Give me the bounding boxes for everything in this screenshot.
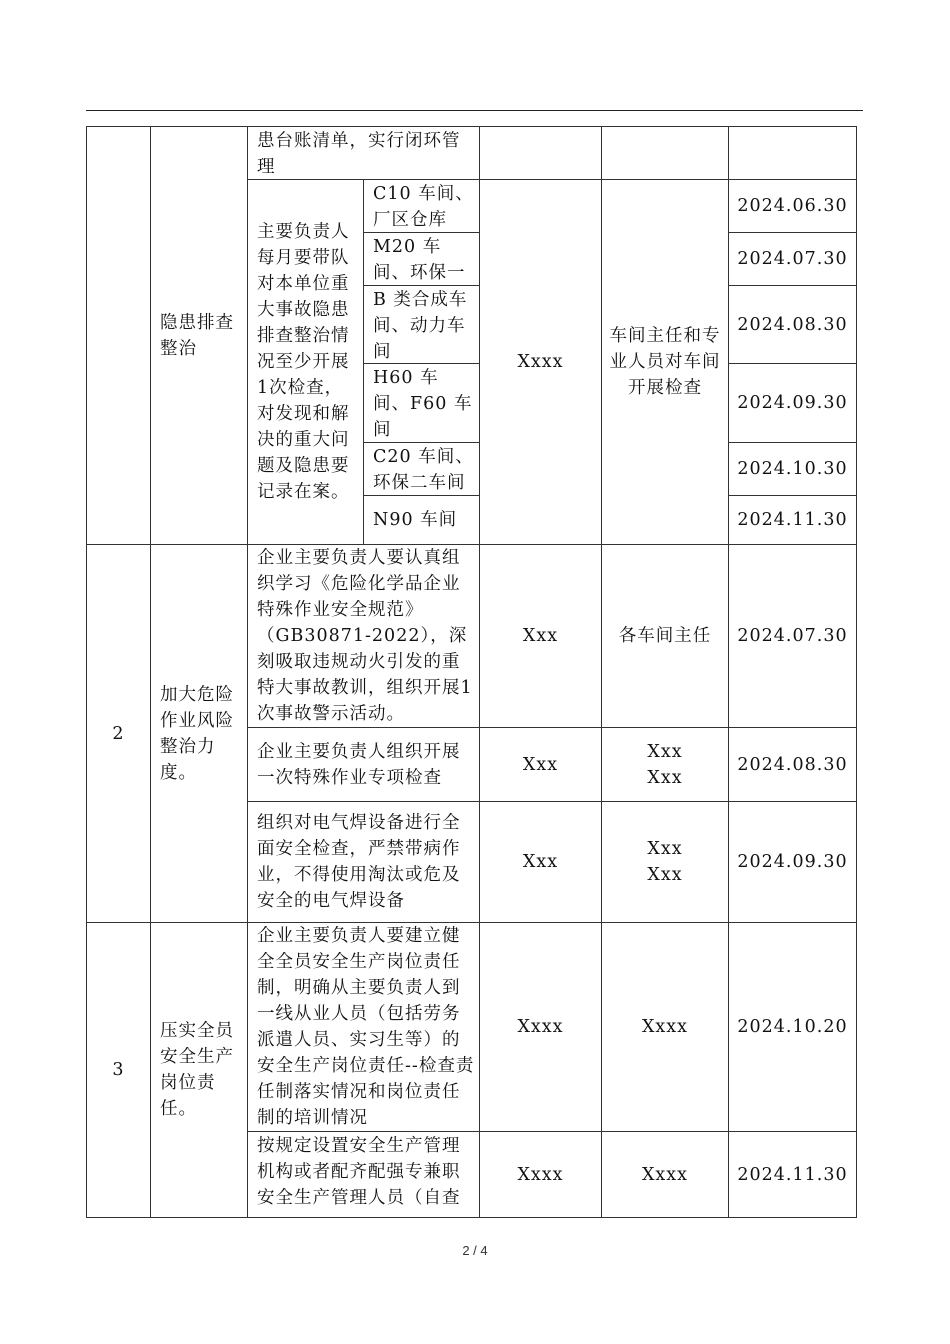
responsible-cell bbox=[479, 922, 602, 1132]
date-text: 2024.11.30 bbox=[737, 510, 848, 530]
date-text: 2024.08.30 bbox=[737, 314, 848, 335]
no-cell bbox=[86, 922, 151, 1218]
date-cell bbox=[728, 727, 857, 802]
lead-text: 车间主任和专业人员对车间开展检查 bbox=[609, 326, 721, 398]
lead-text: Xxx bbox=[647, 865, 683, 885]
area-text: N90 车间 bbox=[373, 510, 458, 530]
responsible-text: Xxx bbox=[522, 754, 559, 775]
item-text: 压实全员安全生产岗位责任。 bbox=[160, 1021, 234, 1119]
date-text: 2024.10.20 bbox=[737, 1017, 848, 1037]
area-cell bbox=[363, 179, 480, 233]
date-text: 2024.07.30 bbox=[737, 249, 848, 269]
area-text: H60 车间、F60 车间 bbox=[373, 368, 473, 440]
date-cell bbox=[728, 232, 857, 286]
lead-cell bbox=[601, 727, 729, 802]
date-cell-empty bbox=[728, 126, 857, 180]
date-text: 2024.08.30 bbox=[737, 754, 848, 775]
item-cell bbox=[150, 544, 248, 923]
lead-text: Xxxx bbox=[641, 1164, 689, 1185]
lead-cell bbox=[601, 1131, 729, 1218]
measure-cell bbox=[247, 727, 480, 802]
date-text: 2024.07.30 bbox=[737, 626, 848, 646]
date-cell bbox=[728, 544, 857, 728]
date-text: 2024.11.30 bbox=[737, 1164, 848, 1185]
header-rule bbox=[86, 110, 863, 111]
responsible-cell-empty bbox=[479, 126, 602, 180]
no-cell bbox=[86, 544, 151, 923]
area-cell bbox=[363, 232, 480, 286]
date-text: 2024.09.30 bbox=[737, 852, 848, 872]
date-text: 2024.06.30 bbox=[737, 196, 848, 216]
lead-text: Xxx bbox=[647, 767, 683, 788]
date-cell bbox=[728, 495, 857, 545]
item-cell bbox=[150, 922, 248, 1218]
date-cell bbox=[728, 442, 857, 496]
no-text: 2 bbox=[112, 723, 125, 744]
area-text: C10 车间、厂区仓库 bbox=[373, 184, 474, 230]
measure-cell bbox=[247, 179, 364, 545]
item-text: 隐患排查整治 bbox=[160, 312, 234, 359]
date-cell bbox=[728, 363, 857, 443]
date-cell bbox=[728, 1131, 857, 1218]
responsible-text: Xxxx bbox=[517, 1164, 564, 1185]
lead-cell bbox=[601, 179, 729, 545]
measure-text: 主要负责人每月要带队对本单位重大事故隐患排查整治情况至少开展1次检查，对发现和解决的重大问题及隐患要记录在案。 bbox=[257, 222, 350, 502]
responsible-cell bbox=[479, 801, 602, 923]
lead-cell bbox=[601, 544, 729, 728]
responsible-cell bbox=[479, 1131, 602, 1218]
responsible-cell bbox=[479, 179, 602, 545]
responsible-text: Xxx bbox=[522, 852, 559, 872]
responsible-text: Xxxx bbox=[517, 352, 564, 372]
lead-text: 各车间主任 bbox=[618, 626, 712, 646]
measure-text: 按规定设置安全生产管理机构或者配齐配强专兼职安全生产管理人员（自查 bbox=[257, 1136, 461, 1208]
date-text: 2024.10.30 bbox=[737, 459, 848, 479]
date-cell bbox=[728, 179, 857, 233]
lead-text: Xxx bbox=[647, 741, 683, 762]
responsible-text: Xxxx bbox=[517, 1017, 564, 1037]
area-text: C20 车间、环保二车间 bbox=[373, 447, 474, 493]
lead-cell bbox=[601, 801, 729, 923]
lead-text: Xxxx bbox=[641, 1017, 689, 1037]
no-text: 3 bbox=[112, 1060, 125, 1080]
date-cell bbox=[728, 922, 857, 1132]
measure-text: 企业主要负责人要认真组织学习《危险化学品企业特殊作业安全规范》（GB30871-2022），深刻吸取违规动火引发的重特大事故教训，组织开展1次事故警示活动。 bbox=[257, 548, 473, 724]
item-text: 加大危险作业风险整治力度。 bbox=[160, 684, 234, 783]
measure-cell bbox=[247, 1131, 480, 1218]
measure-cell bbox=[247, 801, 480, 923]
measure-text: 患台账清单，实行闭环管理 bbox=[257, 131, 461, 177]
measure-text: 企业主要负责人组织开展一次特殊作业专项检查 bbox=[257, 741, 461, 788]
area-cell bbox=[363, 442, 480, 496]
measure-text: 企业主要负责人要建立健全全员安全生产岗位责任制，明确从主要负责人到一线从业人员（包括劳务派遣人员、实习生等）的安全生产岗位责任--检查责任制落实情况和岗位责任制的培训情况 bbox=[257, 926, 475, 1128]
lead-cell bbox=[601, 922, 729, 1132]
measure-cell bbox=[247, 544, 480, 728]
date-text: 2024.09.30 bbox=[737, 393, 848, 413]
date-cell bbox=[728, 285, 857, 364]
measure-cell bbox=[247, 922, 480, 1132]
date-cell bbox=[728, 801, 857, 923]
area-cell bbox=[363, 495, 480, 545]
lead-text: Xxx bbox=[647, 839, 683, 859]
measure-text: 组织对电气焊设备进行全面安全检查，严禁带病作业，不得使用淘汰或危及安全的电气焊设备 bbox=[257, 813, 461, 911]
no-cell-empty bbox=[86, 126, 151, 545]
page-number: 2 / 4 bbox=[462, 1243, 488, 1258]
area-cell bbox=[363, 363, 480, 443]
responsible-cell bbox=[479, 544, 602, 728]
area-text: B 类合成车间、动力车间 bbox=[373, 290, 468, 362]
measure-cell bbox=[247, 126, 480, 180]
area-text: M20 车间、环保一 bbox=[373, 237, 466, 283]
lead-cell-empty bbox=[601, 126, 729, 180]
responsible-cell bbox=[479, 727, 602, 802]
item-cell bbox=[150, 126, 248, 545]
area-cell bbox=[363, 285, 480, 364]
responsible-text: Xxx bbox=[522, 626, 559, 646]
